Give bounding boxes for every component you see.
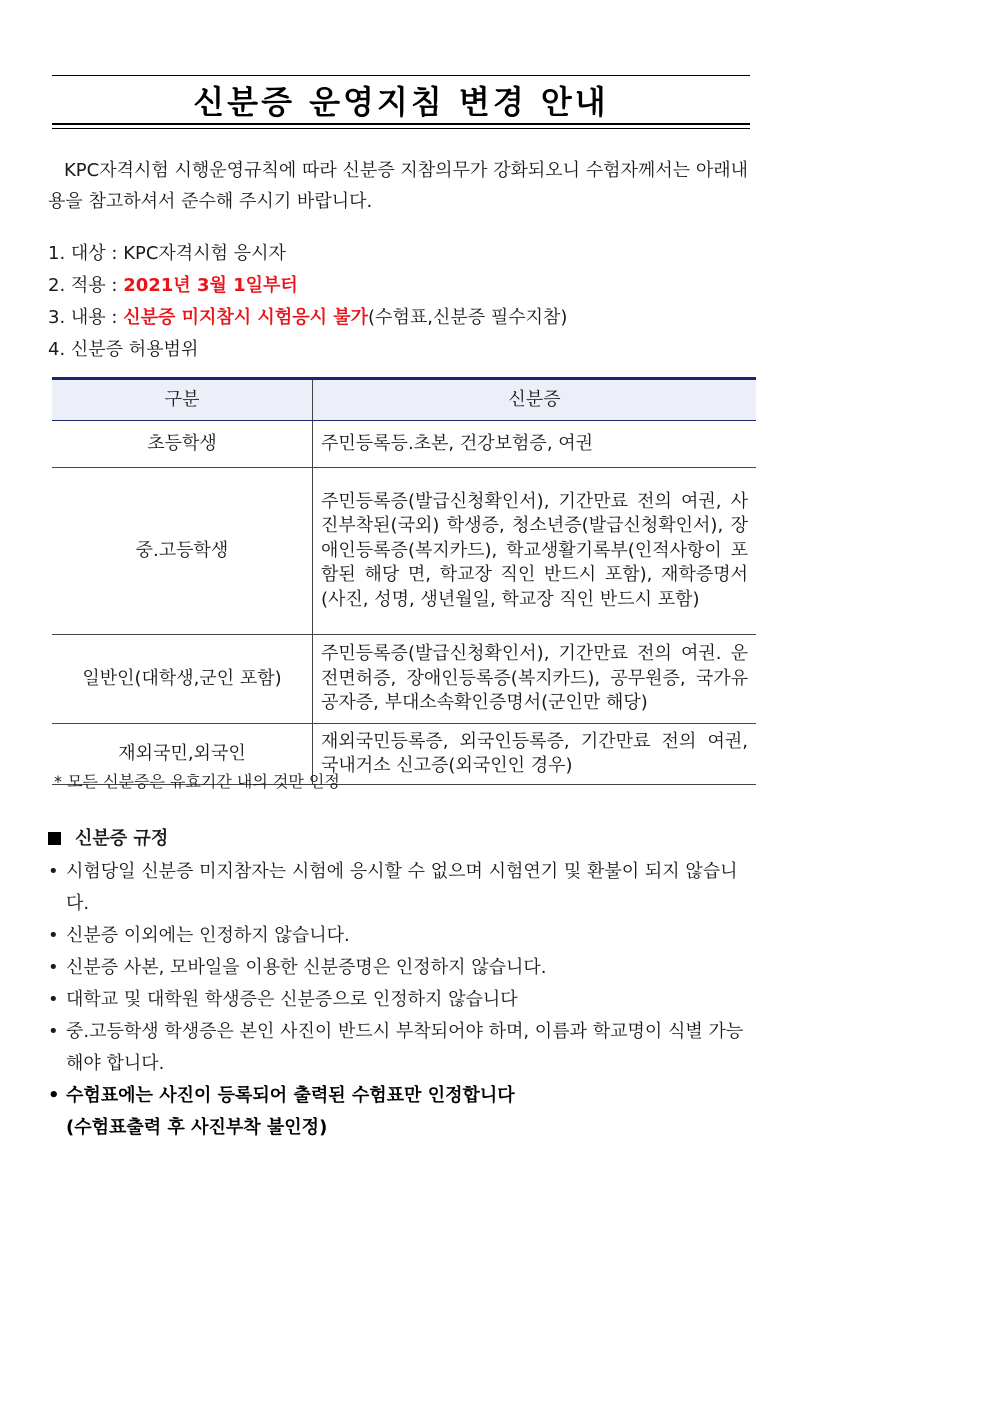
table-header-row [52,379,756,421]
item-prefix: 4. 신분증 허용범위 [48,339,199,360]
rule-text: 중.고등학생 학생증은 본인 사진이 반드시 부착되어야 하며, 이름과 학교명이 식별 가능해야 합니다. [66,1021,744,1074]
intro-paragraph: KPC자격시험 시행운영규칙에 따라 신분증 지참의무가 강화되오니 수험자께서는 아래내용을 참고하셔서 준수해 주시기 바랍니다. [48,160,748,212]
category-cell: 초등학생 [52,421,313,468]
item-highlight: 신분증 미지참시 시험응시 불가 [123,307,369,328]
rule-text: 신분증 사본, 모바일을 이용한 신분증명은 인정하지 않습니다. [66,957,547,978]
list-item [48,1016,748,1080]
table-row [52,468,756,635]
rules-heading [48,826,168,852]
bullet-dot-icon: • [48,925,59,946]
list-item-bold [48,1080,748,1144]
ids-cell: 주민등록증(발급신청확인서), 기간만료 전의 여권, 사진부착된(국외) 학생증, 청소년증(발급신청확인서), 장애인등록증(복지카드), 학교생활기록부(인적사항이 포함된 해당 면, 학교장 직인 반드시 포함), 재학증명서(사진, 성명, 생년월일, 학교장 직인 반드시 포함) [313,468,757,635]
id-scope-table [52,377,756,785]
rule-text: 신분증 이외에는 인정하지 않습니다. [66,925,350,946]
rule-text: 대학교 및 대학원 학생증은 신분증으로 인정하지 않습니다 [66,989,518,1010]
ids-cell: 주민등록증(발급신청확인서), 기간만료 전의 여권. 운전면허증, 장애인등록증(복지카드), 공무원증, 국가유공자증, 부대소속확인증명서(군인만 해당) [313,635,757,724]
list-item [48,984,748,1016]
list-item-apply-date [48,270,768,302]
rules-list [48,856,748,1144]
list-item [48,952,748,984]
bullet-dot-icon: • [48,1085,60,1106]
bullet-dot-icon: • [48,1021,59,1042]
category-cell: 중.고등학생 [52,468,313,635]
item-prefix: 1. 대상 : [48,243,124,264]
item-suffix: (수험표,신분증 필수지참) [368,307,568,328]
category-cell: 일반인(대학생,군인 포함) [52,635,313,724]
item-text: KPC자격시험 응시자 [123,243,286,264]
table-row [52,421,756,468]
rule-text-note: (수험표출력 후 사진부착 불인정) [66,1117,328,1138]
item-highlight: 2021년 3월 1일부터 [123,275,298,296]
bullet-dot-icon: • [48,989,59,1010]
bullet-dot-icon: • [48,861,59,882]
header-category: 구분 [52,379,313,421]
rule-text: 시험당일 신분증 미지참자는 시험에 응시할 수 없으며 시험연기 및 환불이 되지 않습니다. [66,861,738,914]
table-row [52,635,756,724]
list-item [48,856,748,920]
list-item-id-scope [48,334,768,366]
square-bullet-icon [48,832,61,845]
item-prefix: 3. 내용 : [48,307,124,328]
item-prefix: 2. 적용 : [48,275,124,296]
title-top-rule [52,75,750,76]
title-bottom-rule [52,123,750,129]
rules-heading-text: 신분증 규정 [75,828,169,849]
header-ids: 신분증 [313,379,757,421]
info-list [48,238,768,366]
ids-cell: 재외국민등록증, 외국인등록증, 기간만료 전의 여권, 국내거소 신고증(외국인인 경우) [313,724,757,785]
bullet-dot-icon: • [48,957,59,978]
list-item-content [48,302,768,334]
table-footnote: * 모든 신분증은 유효기간 내의 것만 인정 [54,772,340,791]
ids-cell: 주민등록등.초본, 건강보험증, 여권 [313,421,757,468]
list-item-target [48,238,768,270]
page-title: 신분증 운영지침 변경 안내 [193,83,609,121]
category-cell: 재외국민,외국인 [52,724,313,785]
rule-text: 수험표에는 사진이 등록되어 출력된 수험표만 인정합니다 [66,1085,515,1106]
list-item [48,920,748,952]
